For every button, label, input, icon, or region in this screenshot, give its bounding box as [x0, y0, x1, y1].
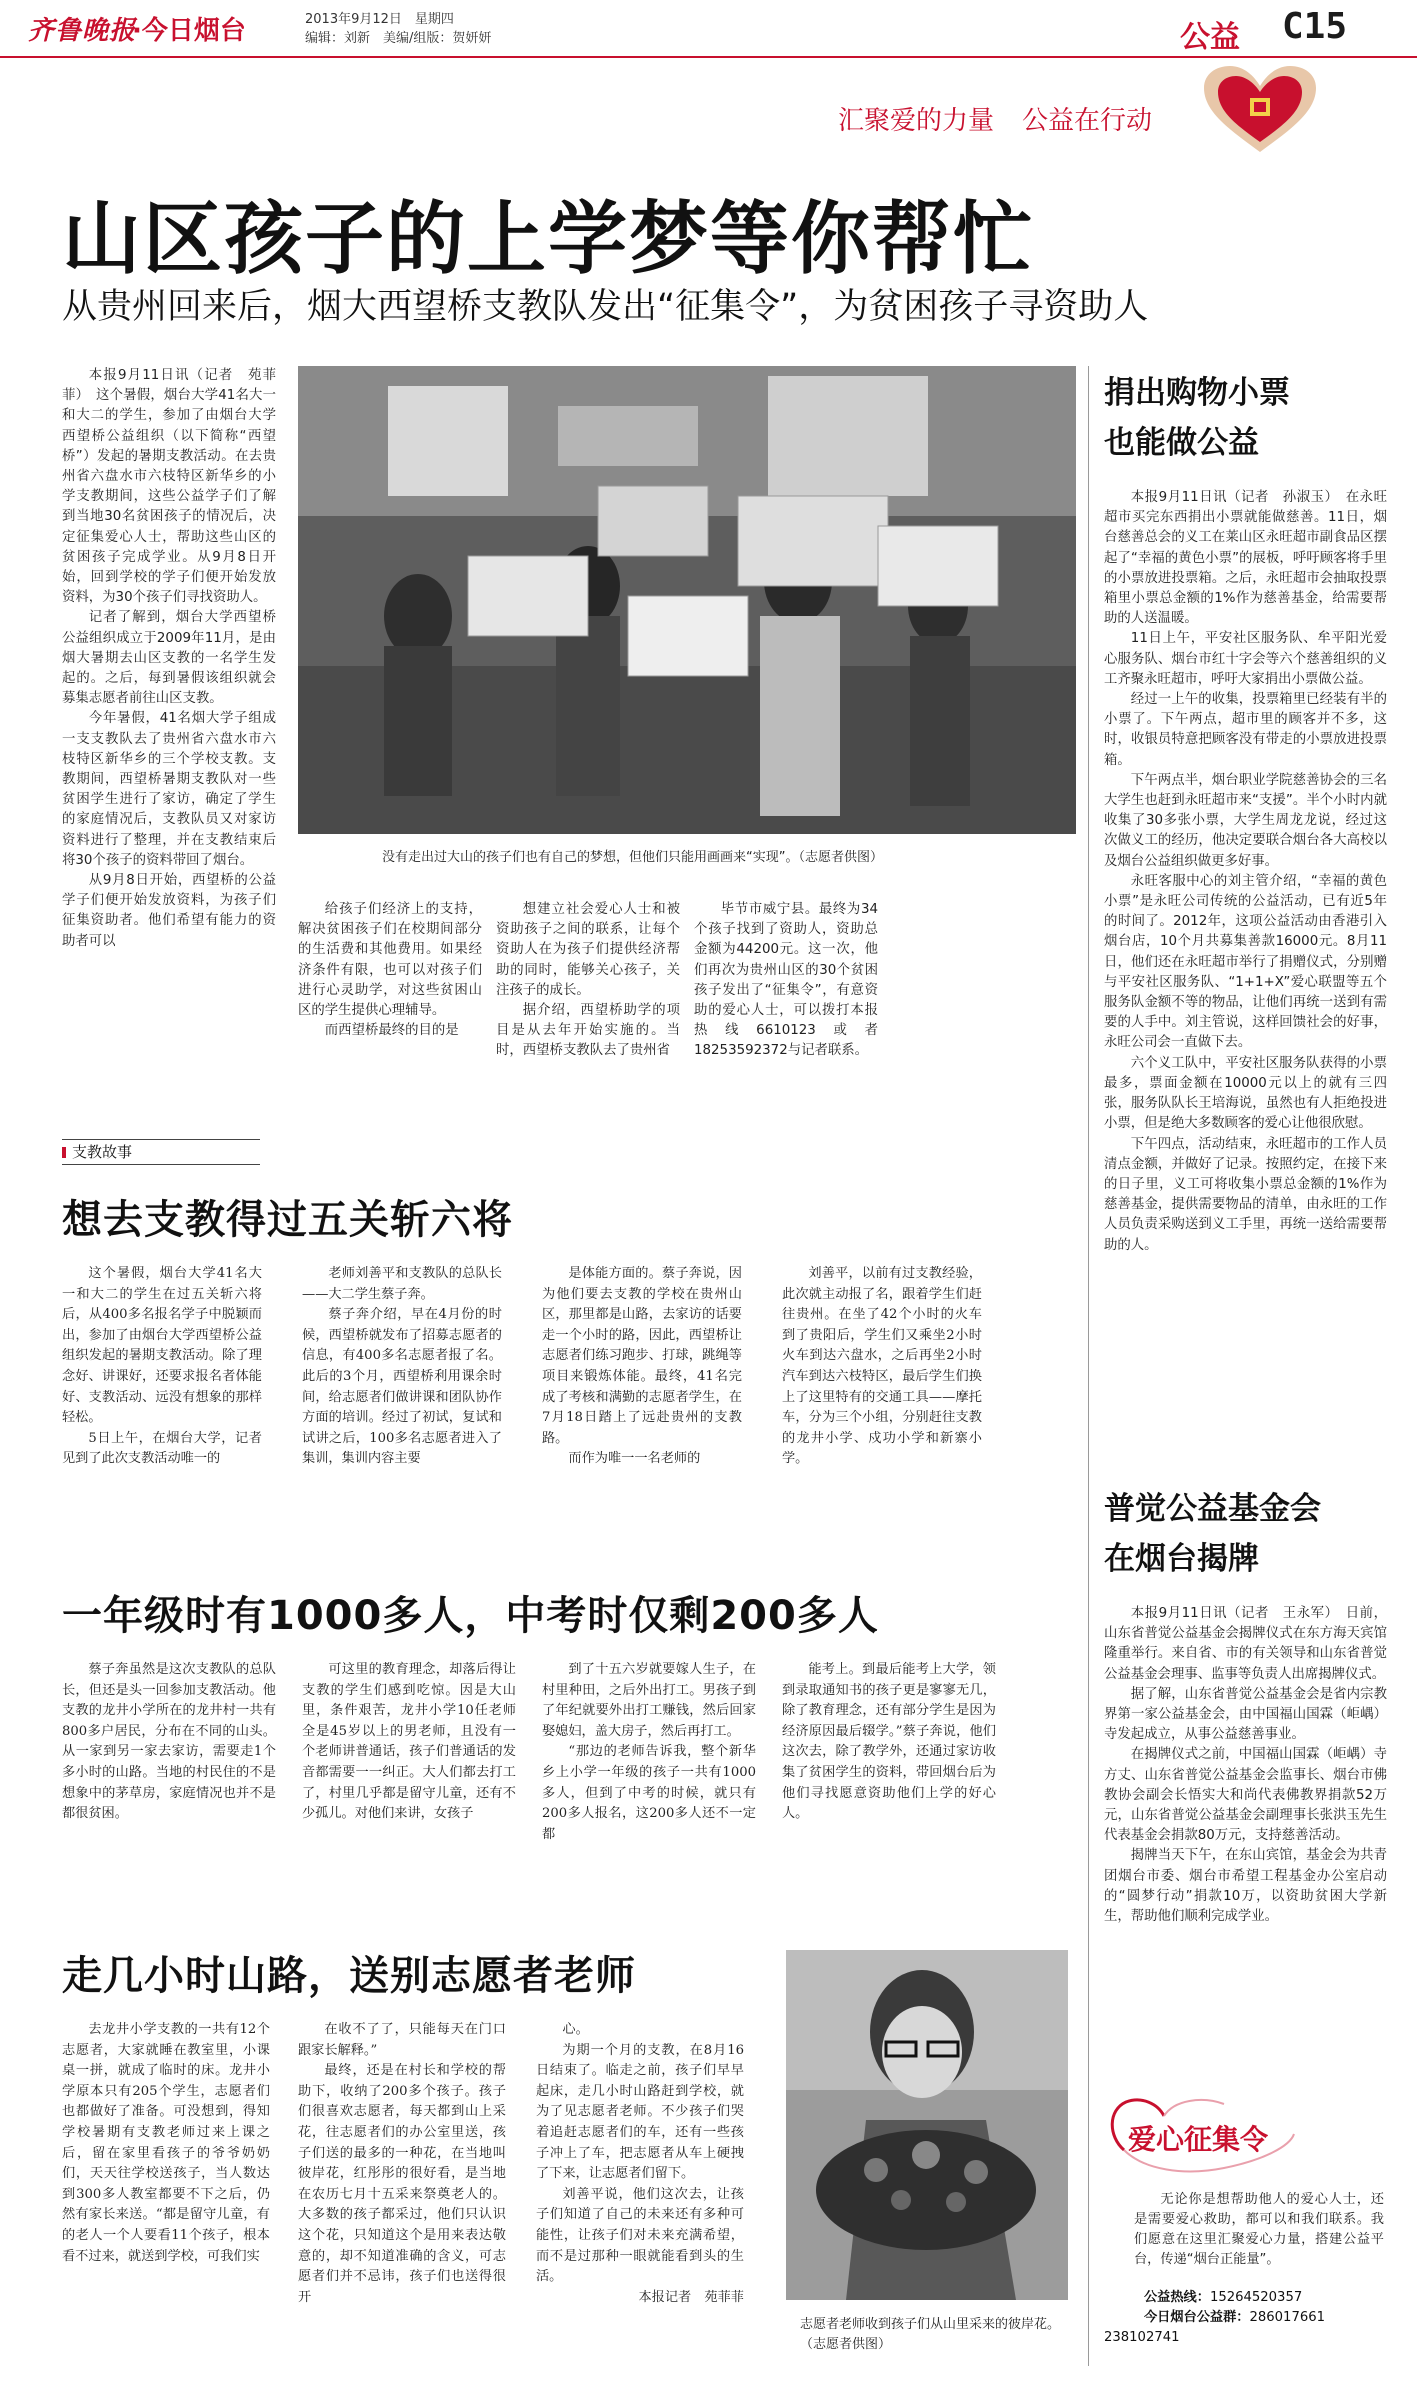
paragraph: 5日上午，在烟台大学，记者见到了此次支教活动唯一的 — [62, 1430, 262, 1467]
hands-heart-icon — [1200, 64, 1320, 156]
volunteer-photo-flowers — [786, 1950, 1068, 2300]
hotline-number: 15264520357 — [1209, 2290, 1303, 2305]
story-two-column-4 — [782, 1264, 982, 1504]
paragraph: 永旺客服中心的刘主管介绍，“幸福的黄色小票”是永旺公司传统的公益活动，已有近5年的时间了。2012年，这项公益活动由香港引入烟台店，10个月共募集善款16000元。8月11日，他们还在永旺超市举行了捐赠仪式，分别赠与平安社区服务队、“1+1+X”爱心联盟等五个服务队金额不等的物品，让他们再统一送到有需要的人手中。刘主管说，这样回馈社会的好事，永旺公司会一直做下去。 — [1104, 873, 1387, 1051]
paragraph: 到了十五六岁就要嫁人生子，在村里种田，之后外出打工。男孩子到了年纪就要外出打工赚钱，然后回家娶媳妇，盖大房子，然后再打工。 — [542, 1662, 756, 1739]
paragraph: 记者了解到，烟台大学西望桥公益组织成立于2009年11月，是由烟大暑期去山区支教的一名学生发起的。之后，每到暑假该组织就会募集志愿者前往山区支教。 — [62, 610, 276, 707]
paragraph: 揭牌当天下午，在东山宾馆，基金会为共青团烟台市委、烟台市希望工程基金办公室启动的“圆梦行动”捐款10万，以资助贫困大学新生，帮助他们顺利完成学业。 — [1104, 1848, 1387, 1925]
paragraph: 本报记者 苑菲菲 — [638, 2289, 744, 2305]
paragraph: 而作为唯一一名老师的 — [568, 1451, 701, 1467]
appeal-wechat-group — [1144, 2308, 1384, 2328]
wechat-label: 今日烟台公益群： — [1144, 2310, 1250, 2325]
side-story-two-headline — [1104, 1484, 1321, 1584]
sidebar-divider — [1088, 366, 1089, 2366]
paragraph: 这个暑假，烟台大学41名大一和大二的学生在过五关斩六将后，从400多名报名学子中脱颖而出，参加了由烟台大学西望桥公益组织发起的暑期支教活动。除了理念好、讲课好，还要求报名者体能好、支教活动、远没有想象的那样轻松。 — [62, 1266, 262, 1426]
side-story-one-headline — [1104, 368, 1290, 468]
paragraph: 本报9月11日讯（记者 孙淑玉） 在永旺超市买完东西捐出小票就能做慈善。11日，烟台慈善总会的义工在莱山区永旺超市副食品区摆起了“幸福的黄色小票”的展板，呼吁顾客将手里的小票放进投票箱。之后，永旺超市会抽取投票箱里小票总金额的1%作为慈善基金，给需要帮助的人送温暖。 — [1104, 490, 1387, 627]
story-three-column-1 — [62, 1660, 276, 1870]
paragraph: 想建立社会爱心人士和被资助孩子之间的联系，让每个资助人在为孩子们提供经济帮助的同时，能够关心孩子，关注孩子的成长。 — [496, 902, 680, 998]
paragraph: 今年暑假，41名烟大学子组成一支支教队去了贵州省六盘水市六枝特区新华乡的三个学校支教。支教期间，西望桥暑期支教队对一些贫困学生进行了家访，确定了学生的家庭情况后，支教队员又对家访资料进行了整理，并在支教结束后将30个孩子的资料带回了烟台。 — [62, 711, 276, 868]
paragraph: 据了解，山东省普觉公益基金会是省内宗教界第一家公益基金会，由中国福山国霖（岠嵎）寺发起成立，从事公益慈善事业。 — [1104, 1686, 1387, 1743]
paragraph: 能考上。到最后能考上大学，领到录取通知书的孩子更是寥寥无几，除了教育理念，还有部分学生是因为经济原因最后辍学。”蔡子奔说，他们这次去，除了教学外，还通过家访收集了贫困学生的资料，带回烟台后为他们寻找愿意资助他们上学的好心人。 — [782, 1662, 996, 1822]
paragraph: “那边的老师告诉我，整个新华乡上小学一年级的孩子一共有1000多人，但到了中考的时候，就只有200多人报名，这200多人还不一定都 — [542, 1744, 756, 1842]
paragraph: 在揭牌仪式之前，中国福山国霖（岠嵎）寺方丈、山东省普觉公益基金会监事长、烟台市佛教协会副会长悟实大和尚代表佛教界捐款52万元，山东省普觉公益基金会副理事长张洪玉先生代表基金会捐款80万元，支持慈善活动。 — [1104, 1747, 1387, 1844]
appeal-hotline — [1144, 2288, 1384, 2308]
section-name: 公益 — [1180, 20, 1240, 55]
appeal-extra-number: 238102741 — [1104, 2330, 1180, 2345]
paragraph: 六个义工队中，平安社区服务队获得的小票最多，票面金额在10000元以上的就有三四张，服务队队长王培海说，虽然也有人拒绝投进小票，但是绝大多数顾客的爱心让他很欣慰。 — [1104, 1055, 1387, 1132]
main-story-column-1 — [62, 366, 276, 1078]
paragraph: 心。 — [562, 2022, 589, 2037]
appeal-title: 爱心征集令 — [1128, 2123, 1269, 2156]
paragraph: 从9月8日开始，西望桥的公益学子们便开始发放资料，为孩子们征集资助者。他们希望有能力的资助者可以 — [62, 873, 276, 949]
story-two-column-3 — [542, 1264, 742, 1504]
paragraph: 最终，还是在村长和学校的帮助下，收纳了200多个孩子。孩子们很喜欢志愿者，每天都到山上采花，往志愿者们的办公室里送，孩子们送的最多的一种花，在当地叫彼岸花，红彤彤的很好看，是当地在农历七月十五采来祭奠老人的。大多数的孩子都采过，他们只认识这个花，只知道这个是用来表达敬意的，却不知道准确的含义，可志愿者们并不忌讳，孩子们也送得很开 — [298, 2063, 506, 2305]
story-three-column-4 — [782, 1660, 996, 1870]
paragraph: 在收不了了，只能每天在门口跟家长解释。” — [298, 2022, 506, 2058]
paragraph: 给孩子们经济上的支持，解决贫困孩子们在校期间部分的生活费和其他费用。如果经济条件有限，也可以对孩子们进行心灵助学，对这些贫困山区的学生提供心理辅导。 — [298, 902, 482, 1019]
paragraph: 本报9月11日讯（记者 王永军） 日前，山东省普觉公益基金会揭牌仪式在东方海天宾馆隆重举行。来自省、市的有关领导和山东省普觉公益基金会理事、监事等负责人出席揭牌仪式。 — [1104, 1606, 1387, 1682]
volunteer-photo-caption: 志愿者老师收到孩子们从山里采来的彼岸花。（志愿者供图） — [800, 2317, 1061, 2352]
main-photo-children-drawings — [298, 366, 1076, 834]
paragraph: 可这里的教育理念，却落后得让支教的学生们感到吃惊。因是大山里，条件艰苦，龙井小学10任老师全是45岁以上的男老师，且没有一个老师讲普通话，孩子们普通话的发音都需要一一纠正。大人们都去打工了，村里几乎都是留守儿童，还有不少孤儿。对他们来讲，女孩子 — [302, 1662, 516, 1822]
paragraph: 无论你是想帮助他人的爱心人士，还是需要爱心救助，都可以和我们联系。我们愿意在这里汇聚爱心力量，搭建公益平台，传递“烟台正能量”。 — [1134, 2192, 1384, 2267]
paragraph: 经过一上午的收集，投票箱里已经装有半的小票了。下午两点，超市里的顾客并不多，这时，收银员特意把顾客没有带走的小票放进投票箱。 — [1104, 692, 1387, 768]
masthead — [0, 0, 1417, 58]
paragraph: 刘善平说，他们这次去，让孩子们知道了自己的未来还有多种可能性，让孩子们对未来充满希望，而不是过那种一眼就能看到头的生活。 — [536, 2186, 744, 2285]
paragraph: 是体能方面的。蔡子奔说，因为他们要去支教的学校在贵州山区，那里都是山路，去家访的话要走一个小时的路，因此，西望桥让志愿者们练习跑步、打球，跳绳等项目来锻炼体能。最终，41名完成了考核和满勤的志愿者学生，在7月18日踏上了远赴贵州的支教路。 — [542, 1266, 742, 1446]
paragraph: 据介绍，西望桥助学的项目是从去年开始实施的。当时，西望桥支教队去了贵州省 — [496, 1003, 680, 1059]
story-three-column-2 — [302, 1660, 516, 1870]
paragraph: 下午四点，活动结束，永旺超市的工作人员清点金额，并做好了记录。按照约定，在接下来的日子里，义工可将收集小票总金额的1%作为慈善基金，提供需要物品的清单，由永旺的工作人员负责采购送到义工手里，再统一送给需要帮助的人。 — [1104, 1136, 1387, 1253]
headline-line: 普觉公益基金会 — [1104, 1491, 1321, 1527]
story-four-headline: 走几小时山路，送别志愿者老师 — [62, 1953, 636, 1999]
paper-name: 齐鲁晚报 — [28, 16, 137, 46]
story-four-column-1 — [62, 2020, 270, 2370]
main-photo-caption: 没有走出过大山的孩子们也有自己的梦想，但他们只能用画画来“实现”。（志愿者供图） — [382, 850, 883, 865]
issue-date: 2013年9月12日 星期四 — [305, 12, 454, 27]
paragraph: 下午两点半，烟台职业学院慈善协会的三名大学生也赶到永旺超市来“支援”。半个小时内就收集了30多张小票，大学生周龙龙说，经过这次做义工的经历，他决定要联合烟台各大高校以及烟台公益组织做更多好事。 — [1104, 772, 1387, 869]
main-subheadline: 从贵州回来后，烟大西望桥支教队发出“征集令”，为贫困孩子寻资助人 — [62, 287, 1149, 327]
headline-line: 捐出购物小票 — [1104, 375, 1290, 411]
edition-name: ·今日烟台 — [132, 16, 246, 46]
paragraph: 11日上午，平安社区服务队、牟平阳光爱心服务队、烟台市红十字会等六个慈善组织的义工齐聚永旺超市，呼吁大家捐出小票做公益。 — [1104, 631, 1387, 687]
slogan-right: 公益在行动 — [1022, 106, 1153, 136]
main-story-column-3 — [496, 900, 680, 1078]
main-story-column-4 — [694, 900, 878, 1078]
side-story-two-body — [1104, 1604, 1387, 2074]
headline-line: 也能做公益 — [1104, 425, 1259, 461]
side-story-one-body — [1104, 488, 1387, 1468]
slogan-left: 汇聚爱的力量 — [838, 106, 995, 136]
story-three-column-3 — [542, 1660, 756, 1870]
wechat-number: 286017661 — [1249, 2310, 1326, 2325]
paragraph: 蔡子奔虽然是这次支教队的总队长，但还是头一回参加支教活动。他支教的龙井小学所在的龙井村一共有800多户居民，分布在不同的山头。从一家到另一家去家访，需要走1个多小时的山路。当地的村民住的不是想象中的茅草房，家庭情况也并不是都很贫困。 — [62, 1662, 276, 1822]
paragraph: 毕节市威宁县。最终为34个孩子找到了资助人，资助总金额为44200元。这一次，他们再次为贵州山区的30个贫困孩子发出了“征集令”，有意资助的爱心人士，可以拨打本报热线6610123或者18253592372与记者联系。 — [694, 902, 878, 1059]
paragraph: 为期一个月的支教，在8月16日结束了。临走之前，孩子们早早起床，走几小时山路赶到学校，就为了见志愿者老师。不少孩子们哭着追赶志愿者们的车，还有一些孩子冲上了车，把志愿者从车上硬拽了下来，让志愿者们留下。 — [536, 2042, 744, 2182]
section-slogan — [838, 100, 1152, 137]
main-story-column-2 — [298, 900, 482, 1078]
section-tag-label: 支教故事 — [62, 1139, 260, 1165]
page-number: C15 — [1282, 6, 1348, 47]
story-two-column-2 — [302, 1264, 502, 1504]
paragraph: 老师刘善平和支教队的总队长——大二学生蔡子奔。 — [302, 1266, 502, 1302]
issue-info — [305, 10, 491, 48]
story-two-headline: 想去支教得过五关斩六将 — [62, 1197, 513, 1243]
issue-staff: 编辑：刘新 美编/组版：贺妍妍 — [305, 31, 492, 46]
hotline-label: 公益热线： — [1144, 2290, 1210, 2305]
story-three-headline: 一年级时有1000多人，中考时仅剩200多人 — [62, 1593, 879, 1639]
story-four-column-3 — [536, 2020, 744, 2370]
paragraph: 本报9月11日讯（记者 苑菲菲） 这个暑假，烟台大学41名大一和大二的学生，参加了由烟台大学西望桥公益组织（以下简称“西望桥”）发起的暑期支教活动。在去贵州省六盘水市六枝特区新华乡的小学支教期间，这些公益学子们了解到当地30名贫困孩子的情况后，决定征集爱心人士，帮助这些山区的贫困孩子完成学业。从9月8日开始，回到学校的学子们便开始发放资料，为30个孩子们寻找资助人。 — [62, 368, 276, 606]
paragraph: 去龙井小学支教的一共有12个志愿者，大家就睡在教室里，小课桌一拼，就成了临时的床。龙井小学原本只有205个学生，志愿者们也都做好了准备。可没想到，得知学校暑期有支教老师过来上课之后，留在家里看孩子的爷爷奶奶们，天天往学校送孩子，当人数达到300多人教室都要不下之后，仍然有家长来送。“都是留守儿童，有的老人一个人要看11个孩子，根本看不过来，就送到学校，可我们实 — [62, 2022, 270, 2264]
main-headline: 山区孩子的上学梦等你帮忙 — [62, 193, 1034, 285]
appeal-box — [1104, 2090, 1387, 2360]
photo-illustration — [298, 366, 1076, 834]
story-two-column-1 — [62, 1264, 262, 1504]
story-four-column-2 — [298, 2020, 506, 2370]
photo-illustration — [786, 1950, 1068, 2300]
appeal-text — [1134, 2190, 1384, 2270]
paragraph: 蔡子奔介绍，早在4月份的时候，西望桥就发布了招募志愿者的信息，有400多名志愿者报了名。此后的3个月，西望桥利用课余时间，给志愿者们做讲课和团队协作方面的培训。经过了初试，复试和试讲之后，100多名志愿者进入了集训，集训内容主要 — [302, 1307, 502, 1467]
headline-line: 在烟台揭牌 — [1104, 1541, 1259, 1577]
paragraph: 而西望桥最终的目的是 — [324, 1023, 459, 1039]
paragraph: 刘善平，以前有过支教经验，此次就主动报了名，跟着学生们赶往贵州。在坐了42个小时的火车到了贵阳后，学生们又乘坐2小时火车到达六盘水，之后再坐2小时汽车到达六枝特区，最后学生们换上了这里特有的交通工具——摩托车，分为三个小组，分别赶往支教的龙井小学、戍功小学和新寨小学。 — [782, 1266, 982, 1467]
